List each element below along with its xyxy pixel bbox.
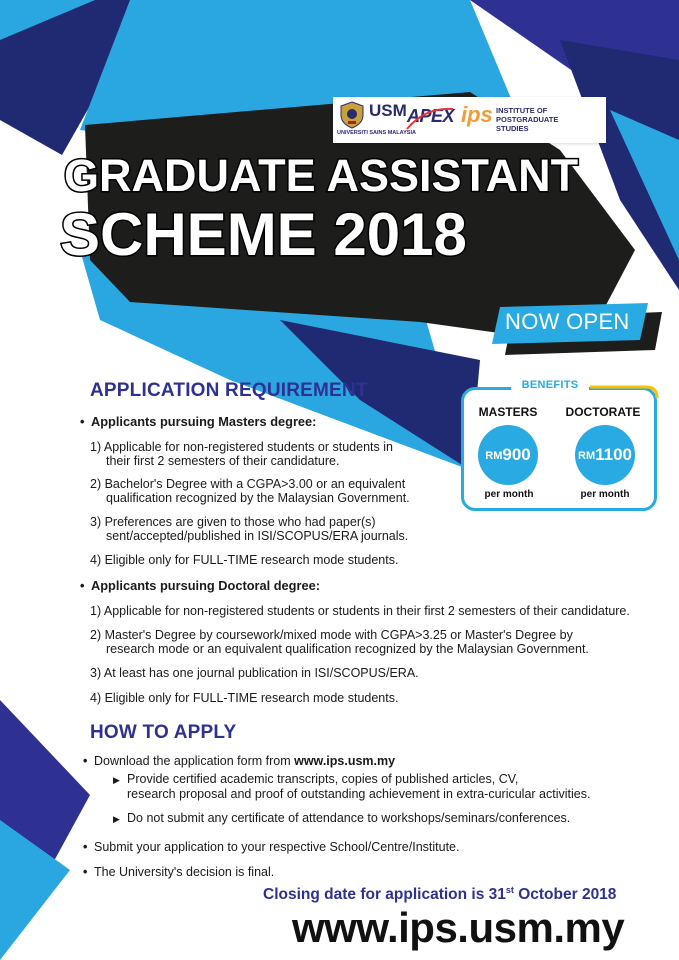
benefit-doctorate-period: per month — [580, 489, 630, 500]
how-to-apply-heading: HOW TO APPLY — [90, 722, 237, 743]
benefit-doctorate-amount — [575, 425, 635, 485]
masters-req-1-a: 1) Applicable for non-registered students or students in — [90, 440, 393, 454]
doctoral-req-4: 4) Eligible only for FULL-TIME research mode students. — [90, 691, 399, 705]
now-open-label: NOW OPEN — [505, 309, 630, 334]
download-link[interactable]: www.ips.usm.my — [294, 754, 396, 768]
bullet: • — [83, 840, 88, 854]
masters-label — [80, 414, 317, 429]
doctoral-req-3: 3) At least has one journal publication in ISI/SCOPUS/ERA. — [90, 666, 419, 680]
apply-final — [83, 865, 275, 879]
masters-req-2-a: 2) Bachelor's Degree with a CGPA>3.00 or an equivalent — [90, 477, 406, 491]
doctoral-label-text: Applicants pursuing Doctoral degree: — [91, 578, 320, 593]
logo-bar — [333, 97, 606, 143]
apply-sub-2 — [113, 811, 571, 825]
sub1-line2: research proposal and proof of outstanding achievement in extra-curicular activities. — [127, 787, 591, 801]
usm-full-name: UNIVERSITI SAINS MALAYSIA — [337, 130, 416, 136]
requirements-heading: APPLICATION REQUIREMENT — [90, 380, 368, 401]
currency-label: RM — [485, 450, 503, 462]
benefit-masters-amount — [478, 425, 538, 485]
doctoral-req-2-b: research mode or an equivalent qualification recognized by the Malaysian Government. — [106, 642, 589, 656]
benefit-masters-title: MASTERS — [478, 405, 538, 419]
sub2-text: Do not submit any certificate of attendance to workshops/seminars/conferences. — [127, 811, 571, 825]
bullet: • — [80, 414, 85, 429]
benefits-label: BENEFITS — [511, 379, 589, 391]
closing-prefix: Closing date for application is 31 — [263, 886, 506, 904]
apex-swoosh-icon — [405, 105, 455, 131]
benefits-accent-icon — [588, 384, 660, 404]
download-text: Download the application form from — [94, 754, 295, 768]
doctoral-req-1: 1) Applicable for non-registered students or students in their first 2 semesters of their candidature. — [90, 604, 630, 618]
masters-req-2-b: qualification recognized by the Malaysian Government. — [106, 491, 410, 505]
benefit-doctorate-title: DOCTORATE — [565, 405, 641, 419]
title-line-1: GRADUATE ASSISTANT — [64, 150, 579, 201]
apply-submit — [83, 840, 460, 854]
apex-logo-text: APEX — [407, 106, 455, 126]
bullet: • — [83, 865, 88, 879]
benefit-masters-period: per month — [484, 489, 534, 500]
masters-req-3-a: 3) Preferences are given to those who had paper(s) — [90, 515, 376, 529]
doctoral-req-2-a: 2) Master's Degree by coursework/mixed mode with CGPA>3.25 or Master's Degree by — [90, 628, 573, 642]
triangle-bullet-icon: ▶ — [113, 775, 120, 785]
amount-value: 900 — [502, 445, 531, 464]
submit-text: Submit your application to your respective School/Centre/Institute. — [94, 840, 460, 854]
masters-req-4: 4) Eligible only for FULL-TIME research mode students. — [90, 553, 399, 567]
closing-ordinal: st — [505, 885, 514, 895]
closing-rest: October 2018 — [513, 886, 617, 904]
apply-download — [83, 754, 396, 768]
bullet: • — [83, 754, 88, 768]
closing-date — [263, 885, 616, 904]
final-text: The University's decision is final. — [94, 865, 275, 879]
apply-sub-1 — [113, 772, 519, 786]
currency-label: RM — [578, 450, 596, 462]
sub1-line1: Provide certified academic transcripts, copies of published articles, CV, — [127, 772, 519, 786]
usm-logo-text: USM — [369, 101, 407, 120]
title-line-2: SCHEME 2018 — [60, 201, 467, 268]
amount-value: 1100 — [595, 445, 632, 464]
masters-label-text: Applicants pursuing Masters degree: — [91, 414, 317, 429]
ips-logo-text: INSTITUTE OF POSTGRADUATE STUDIES — [496, 106, 559, 133]
usm-crest-icon — [339, 101, 365, 129]
triangle-bullet-icon: ▶ — [113, 814, 120, 824]
bullet: • — [80, 578, 85, 593]
masters-req-1-b: their first 2 semesters of their candidature. — [106, 454, 340, 468]
doctoral-label — [80, 578, 320, 593]
ips-logo-mark: ips — [461, 102, 493, 127]
footer-url[interactable]: www.ips.usm.my — [292, 904, 625, 951]
masters-req-3-b: sent/accepted/published in ISI/SCOPUS/ERA journals. — [106, 529, 409, 543]
